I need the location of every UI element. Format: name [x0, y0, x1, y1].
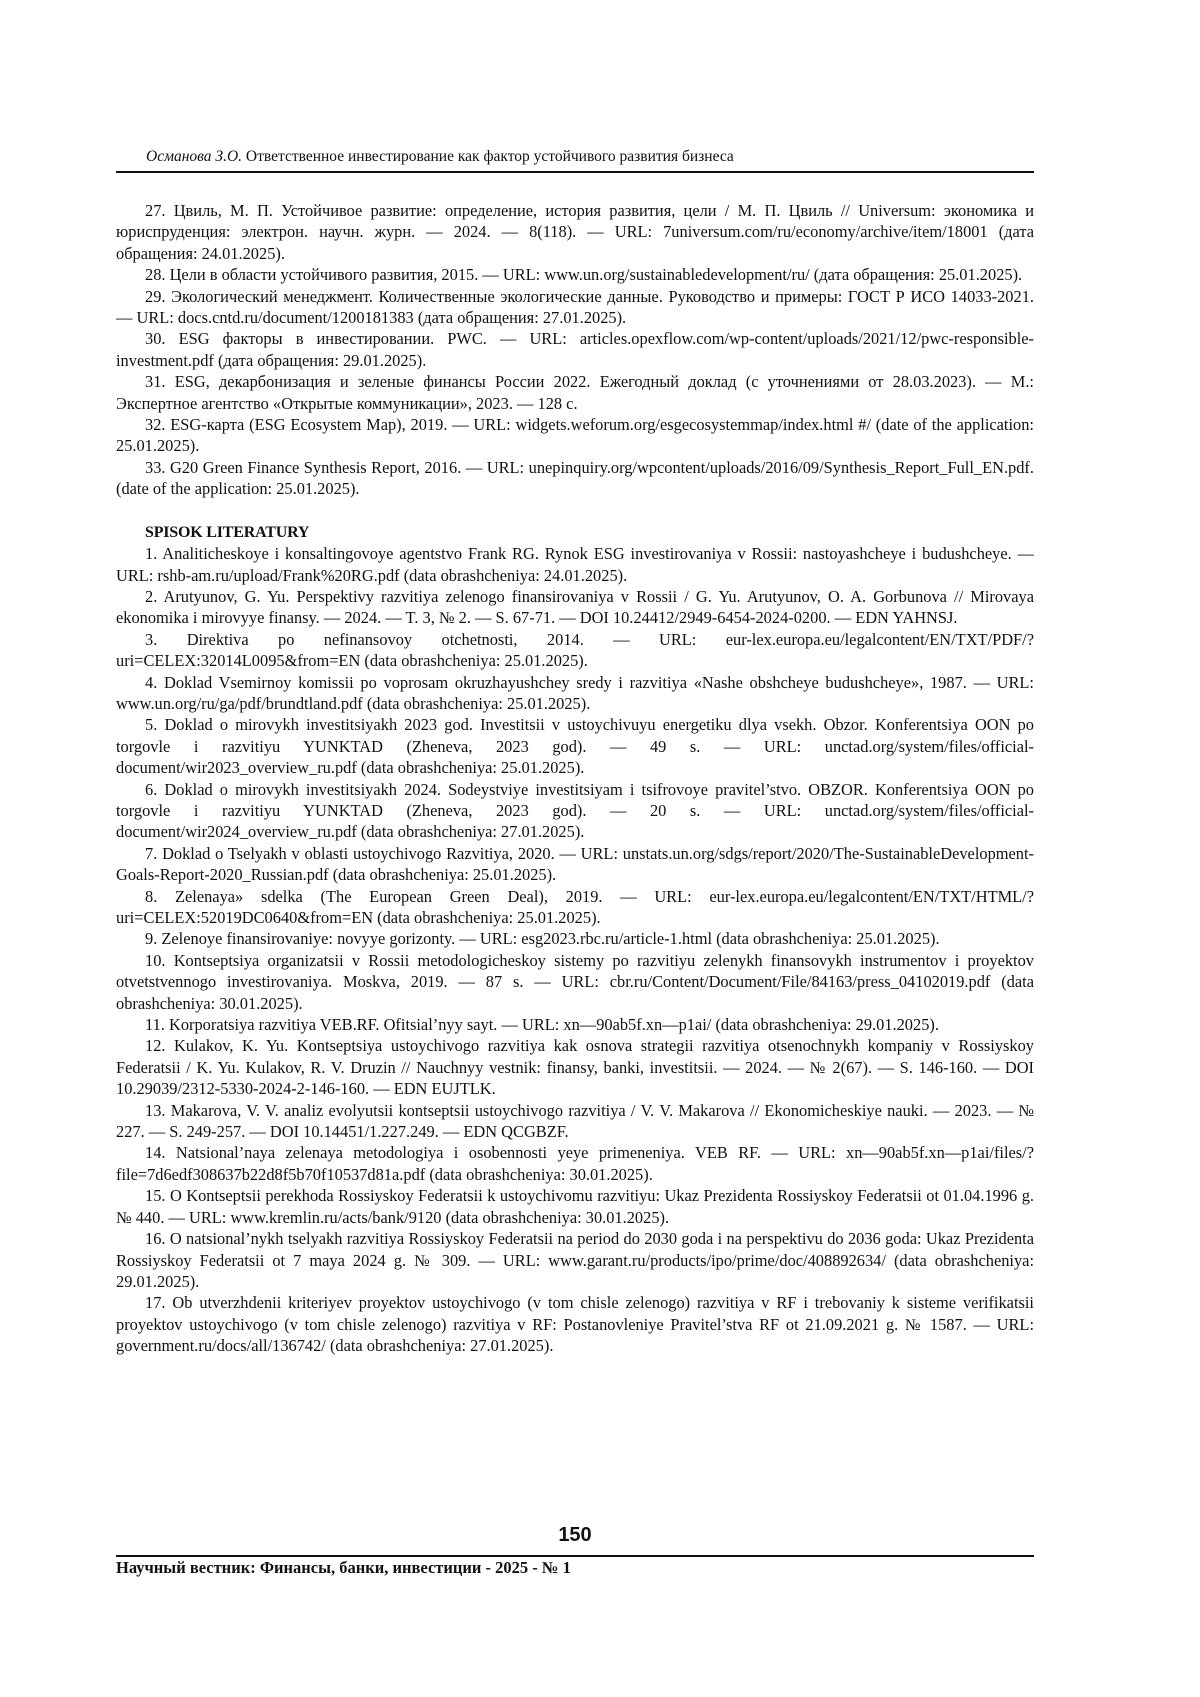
translit-reference-15: 15. O Kontseptsii perekhoda Rossiyskoy Federatsii k ustoychivomu razvitiyu: Ukaz Prezidenta Rossiyskoy Federatsii ot 01.04.1996 g. № 440. — URL: www.kremlin.ru/acts/bank/9120 (data obrashcheniya: 30.01.2025). [116, 1186, 1034, 1227]
translit-reference-1: 1. Analiticheskoye i konsaltingovoye agentstvo Frank RG. Rynok ESG investirovaniya v Rossii: nastoyashcheye i budushcheye. — URL: rshb-am.ru/upload/Frank%20RG.pdf (data obrashcheniya: 24.01.2025). [116, 544, 1034, 585]
reference-27: 27. Цвиль, М. П. Устойчивое развитие: определение, история развития, цели / М. П. Цвиль // Universum: экономика и юриспруденция: электрон. научн. журн. — 2024. — 8(118). — URL: 7universum.com/ru/economy/archive/item/18001 (дата обращения: 24.01.2025). [116, 201, 1034, 263]
reference-28: 28. Цели в области устойчивого развития, 2015. — URL: www.un.org/sustainabledevelopment/ru/ (дата обращения: 25.01.2025). [145, 265, 1023, 285]
translit-reference-11: 11. Korporatsiya razvitiya VEB.RF. Ofitsial’nyy sayt. — URL: xn—90ab5f.xn—p1ai/ (data obrashcheniya: 29.01.2025). [145, 1015, 939, 1035]
translit-reference-16: 16. O natsional’nykh tselyakh razvitiya Rossiyskoy Federatsii na period do 2030 goda i na perspektivu do 2036 goda: Ukaz Prezidenta Rossiyskoy Federatsii ot 7 maya 2024 g. № 309. — URL: www.garant.ru/products/ipo/prime/doc/408892634/ (data obrashcheniya: 29.01.2025). [116, 1229, 1034, 1291]
translit-reference-2: 2. Arutyunov, G. Yu. Perspektivy razvitiya zelenogo finansirovaniya v Rossii / G. Yu. Arutyunov, O. A. Gorbunova // Mirovaya ekonomika i mirovyye finansy. — 2024. — T. 3, № 2. — S. 67-71. — DOI 10.24412/2949-6454-2024-0200. — EDN YAHNSJ. [116, 586, 1034, 628]
translit-reference-8: 8. Zelenaya» sdelka (The European Green Deal), 2019. — URL: eur-lex.europa.eu/legalcontent/EN/TXT/HTML/?uri=CELEX:52019DC0640&from=EN (data obrashcheniya: 25.01.2025). [116, 886, 1034, 927]
translit-reference-6: 6. Doklad o mirovykh investitsiyakh 2024. Sodeystviye investitsiyam i tsifrovoye pravitel’stvo. OBZOR. Konferentsiya OON po torgovle i razvitiyu YUNKTAD (Zheneva, 2023 god). — 20 s. — URL: unctad.org/system/files/official-document/wir2024_overview_ru.pdf (data obrashcheniya: 27.01.2025). [116, 779, 1034, 842]
running-header [146, 148, 734, 166]
reference-29: 29. Экологический менеджмент. Количественные экологические данные. Руководство и примеры: ГОСТ Р ИСО 14033-2021. — URL: docs.cntd.ru/document/1200181383 (дата обращения: 27.01.2025). [116, 286, 1034, 328]
running-footer: Научный вестник: Финансы, банки, инвестиции - 2025 - № 1 [116, 1558, 571, 1577]
translit-reference-17: 17. Ob utverzhdenii kriteriyev proyektov ustoychivogo (v tom chisle zelenogo) razvitiya v RF i trebovaniy k sisteme verifikatsii proyektov ustoychivogo (v tom chisle zelenogo) razvitiya v RF: Postanovleniye Pravitel’stva RF ot 21.09.2021 g. № 1587. — URL: government.ru/docs/all/136742/ (data obrashcheniya: 27.01.2025). [116, 1293, 1034, 1356]
translit-reference-7: 7. Doklad o Tselyakh v oblasti ustoychivogo Razvitiya, 2020. — URL: unstats.un.org/sdgs/report/2020/The-SustainableDevelopment-Goals-Report-2020_Russian.pdf (data obrashcheniya: 25.01.2025). [116, 843, 1034, 885]
reference-30: 30. ESG факторы в инвестировании. PWC. — URL: articles.opexflow.com/wp-content/uploads/2021/12/pwc-responsible-investment.pdf (дата обращения: 29.01.2025). [116, 329, 1034, 370]
translit-reference-12: 12. Kulakov, K. Yu. Kontseptsiya ustoychivogo razvitiya kak osnova strategii razvitiya otsenochnykh kompaniy v Rossiyskoy Federatsii / K. Yu. Kulakov, R. V. Druzin // Nauchnyy vestnik: finansy, banki, investitsii. — 2024. — № 2(67). — S. 146-160. — DOI 10.29039/2312-5330-2024-2-146-160. — EDN EUJTLK. [116, 1036, 1034, 1099]
translit-reference-4: 4. Doklad Vsemirnoy komissii po voprosam okruzhayushchey sredy i razvitiya «Nashe obshcheye budushcheye», 1987. — URL: www.un.org/ru/ga/pdf/brundtland.pdf (data obrashcheniya: 25.01.2025). [116, 672, 1034, 713]
reference-list-russian [116, 200, 1034, 500]
page-body [116, 200, 1034, 1357]
translit-reference-3: 3. Direktiva po nefinansovoy otchetnosti, 2014. — URL: eur-lex.europa.eu/legalcontent/EN/TXT/PDF/?uri=CELEX:32014L0095&from=EN (data obrashcheniya: 25.01.2025). [116, 629, 1034, 671]
translit-reference-5: 5. Doklad o mirovykh investitsiyakh 2023 god. Investitsii v ustoychivuyu energetiku dlya vsekh. Obzor. Konferentsiya OON po torgovle i razvitiyu YUNKTAD (Zheneva, 2023 god). — 49 s. — URL: unctad.org/system/files/official-document/wir2023_overview_ru.pdf (data obrashcheniya: 25.01.2025). [116, 715, 1034, 778]
section-title: SPISOK LITERATURY [145, 523, 310, 541]
reference-list-translit [116, 543, 1034, 1356]
journal-page [116, 0, 1034, 1697]
translit-reference-14: 14. Natsional’naya zelenaya metodologiya i osobennosti yeye primeneniya. VEB RF. — URL: xn—90ab5f.xn—p1ai/files/?file=7d6edf308637b22d8f5b70f10537d81a.pdf (data obrashcheniya: 30.01.2025). [116, 1143, 1034, 1184]
page-number: 150 [558, 1524, 592, 1546]
reference-31: 31. ESG, декарбонизация и зеленые финансы России 2022. Ежегодный доклад (с уточнениями от 28.03.2023). — М.: Экспертное агентство «Открытые коммуникации», 2023. — 128 с. [116, 372, 1034, 413]
header-title: Ответственное инвестирование как фактор устойчивого развития бизнеса [245, 148, 734, 165]
reference-33: 33. G20 Green Finance Synthesis Report, 2016. — URL: unepinquiry.org/wpcontent/uploads/2016/09/Synthesis_Report_Full_EN.pdf. (date of the application: 25.01.2025). [116, 457, 1034, 499]
footer-rule [116, 1555, 1034, 1557]
translit-reference-9: 9. Zelenoye finansirovaniye: novyye gorizonty. — URL: esg2023.rbc.ru/article-1.html (data obrashcheniya: 25.01.2025). [145, 929, 940, 949]
translit-reference-13: 13. Makarova, V. V. analiz evolyutsii kontseptsii ustoychivogo razvitiya / V. V. Makarova // Ekonomicheskiye nauki. — 2023. — № 227. — S. 249-257. — DOI 10.14451/1.227.249. — EDN QCGBZF. [116, 1100, 1034, 1142]
header-rule [116, 171, 1034, 173]
reference-32: 32. ESG-карта (ESG Ecosystem Map), 2019. — URL: widgets.weforum.org/esgecosystemmap/index.html #/ (date of the application: 25.01.2025). [116, 415, 1034, 456]
translit-reference-10: 10. Kontseptsiya organizatsii v Rossii metodologicheskoy sistemy po razvitiyu zelenykh finansovykh instrumentov i proyektov otvetstvennogo investirovaniya. Moskva, 2019. — 87 s. — URL: cbr.ru/Content/Document/File/84163/press_04102019.pdf (data obrashcheniya: 30.01.2025). [116, 950, 1034, 1013]
header-author: Османова З.О. [146, 148, 243, 165]
